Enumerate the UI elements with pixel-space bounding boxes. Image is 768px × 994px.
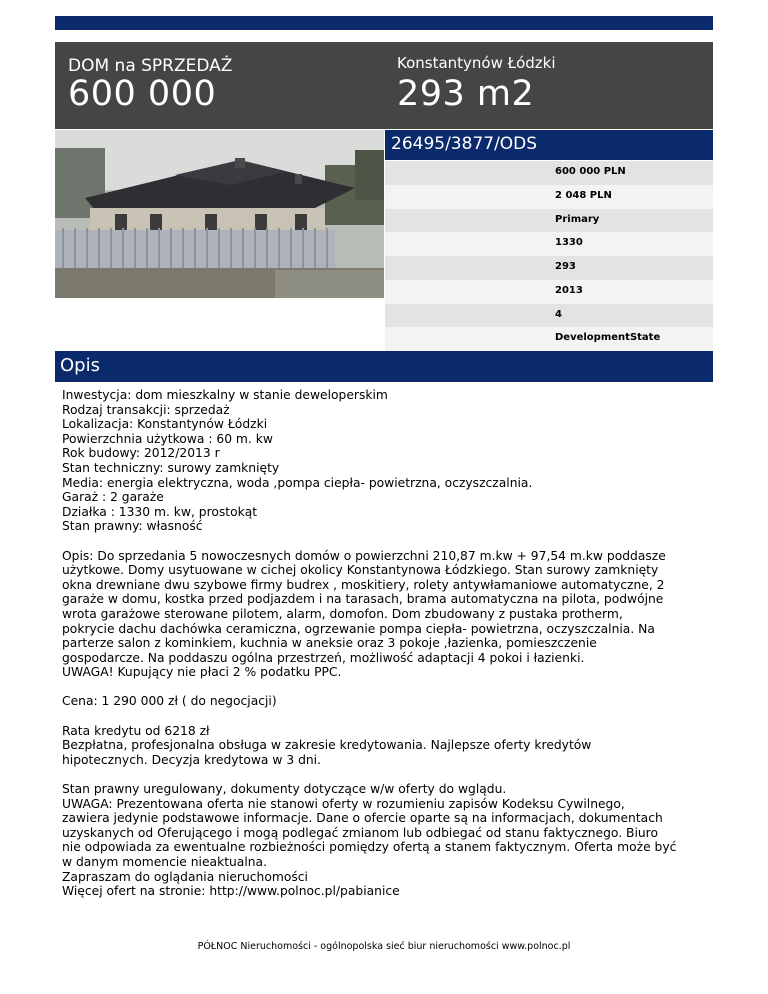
description-line: Działka : 1330 m. kw, prostokąt [62,504,258,519]
detail-label [385,161,549,185]
detail-label [385,327,549,351]
area-headline: 293 m2 [397,74,535,114]
description-line: okna drewniane dwu szybowe firmy budrex , moskitiery, rolety antywłamaniowe automatyczne, 2 [62,577,665,592]
detail-row [385,256,713,280]
detail-value: 1330 [555,237,583,249]
page-footer: PÓŁNOC Nieruchomości - ogólnopolska sieć biur nieruchomości www.polnoc.pl [197,941,571,952]
description-line: Media: energia elektryczna, woda ,pompa ciepła- powietrzna, oczyszczalnia. [62,475,533,490]
detail-label [385,256,549,280]
description-line: Bezpłatna, profesjonalna obsługa w zakresie kredytowania. Najlepsze oferty kredytów [62,738,592,753]
detail-value: 600 000 PLN [555,166,626,177]
detail-label [385,304,549,328]
detail-row [385,161,713,185]
description-line: Rata kredytu od 6218 zł [62,723,210,738]
description-paragraph [62,724,712,768]
description-line: Stan techniczny: surowy zamknięty [62,460,280,475]
description-line: nie odpowiada za ewentualne rozbieżności pomiędzy ofertą a stanem faktycznym. Oferta może być [62,840,677,855]
location: Konstantynów Łódzki [397,54,556,72]
detail-value: 2 048 PLN [555,189,612,201]
description-line: Lokalizacja: Konstantynów Łódzki [62,417,268,432]
detail-label [385,280,549,304]
detail-row [385,185,713,209]
listing-header [55,42,713,129]
detail-row [385,209,713,233]
description-line: Rodzaj transakcji: sprzedaż [62,402,230,417]
description-line: parterze salon z kominkiem, kuchnia w aneksie oraz 3 pokoje ,łazienka, pomieszczenie [62,636,597,651]
property-photo [55,130,384,298]
description-line: UWAGA: Prezentowana oferta nie stanowi oferty w rozumieniu zapisów Kodeksu Cywilnego, [62,796,625,811]
description-line: uzyskanych od Oferującego i mogą podlegać zmianom lub odbiegać od stanu faktycznego. Biuro [62,825,658,840]
description-line: Stan prawny uregulowany, dokumenty dotyczące w/w oferty do wglądu. [62,782,507,797]
description-line: wrota garażowe sterowane pilotem, alarm, domofon. Dom zbudowany z pustaka protherm, [62,606,623,621]
description-line: Zapraszam do oglądania nieruchomości [62,869,308,884]
description-line: Opis: Do sprzedania 5 nowoczesnych domów o powierzchni 210,87 m.kw + 97,54 m.kw poddasze [62,548,666,563]
section-title: Opis [60,355,100,376]
description-paragraph [62,549,712,680]
description-body [62,388,712,913]
description-paragraph [62,694,712,709]
description-line: pokrycie dachu dachówka ceramiczna, ogrzewanie pompa ciepła- powietrzna, oczyszczalnia. Na [62,621,655,636]
price-headline: 600 000 [68,74,217,114]
offer-reference-number: 26495/3877/ODS [391,134,538,154]
detail-label [385,185,549,209]
description-line: Inwestycja: dom mieszkalny w stanie deweloperskim [62,388,388,402]
description-section-header [55,351,713,382]
description-line: garaże w domu, kostka przed podjazdem i na tarasach, brama automatyczna na pilota, podwójne [62,592,664,607]
description-line: Powierzchnia użytkowa : 60 m. kw [62,431,273,446]
detail-value: 293 [555,261,576,272]
detail-label [385,232,549,256]
description-line: Stan prawny: własność [62,519,203,534]
detail-value: DevelopmentState [555,332,661,344]
top-accent-bar [55,16,713,30]
description-line: zawiera jedynie podstawowe informacje. Dane o ofercie oparte są na informacjach, dokumentach [62,811,663,826]
detail-row [385,232,713,256]
description-line: Więcej ofert na stronie: http://www.polnoc.pl/pabianice [62,884,400,899]
description-line: w danym momencie nieaktualna. [62,855,267,869]
description-line: Cena: 1 290 000 zł ( do negocjacji) [62,694,277,709]
detail-value: 4 [555,308,562,320]
property-type: DOM na SPRZEDAŻ [68,56,233,76]
description-line: hipotecznych. Decyzja kredytowa w 3 dni. [62,752,321,767]
description-line: gospodarcze. Na poddaszu ogólna przestrzeń, możliwość adaptacji 4 pokoi i łazienki. [62,650,585,665]
detail-row [385,327,713,351]
detail-value: 2013 [555,284,583,296]
description-line: Rok budowy: 2012/2013 r [62,446,220,461]
detail-row [385,304,713,328]
description-paragraph [62,782,712,899]
reference-bar [385,130,713,160]
description-line: Garaż : 2 garaże [62,490,164,505]
description-paragraph [62,388,712,534]
detail-label [385,209,549,233]
description-line: użytkowe. Domy usytuowane w cichej okolicy Konstantynowa Łódzkiego. Stan surowy zamknięty [62,563,659,578]
description-line: UWAGA! Kupujący nie płaci 2 % podatku PPC. [62,665,342,680]
detail-value: Primary [555,213,600,225]
details-table [385,161,713,351]
detail-row [385,280,713,304]
